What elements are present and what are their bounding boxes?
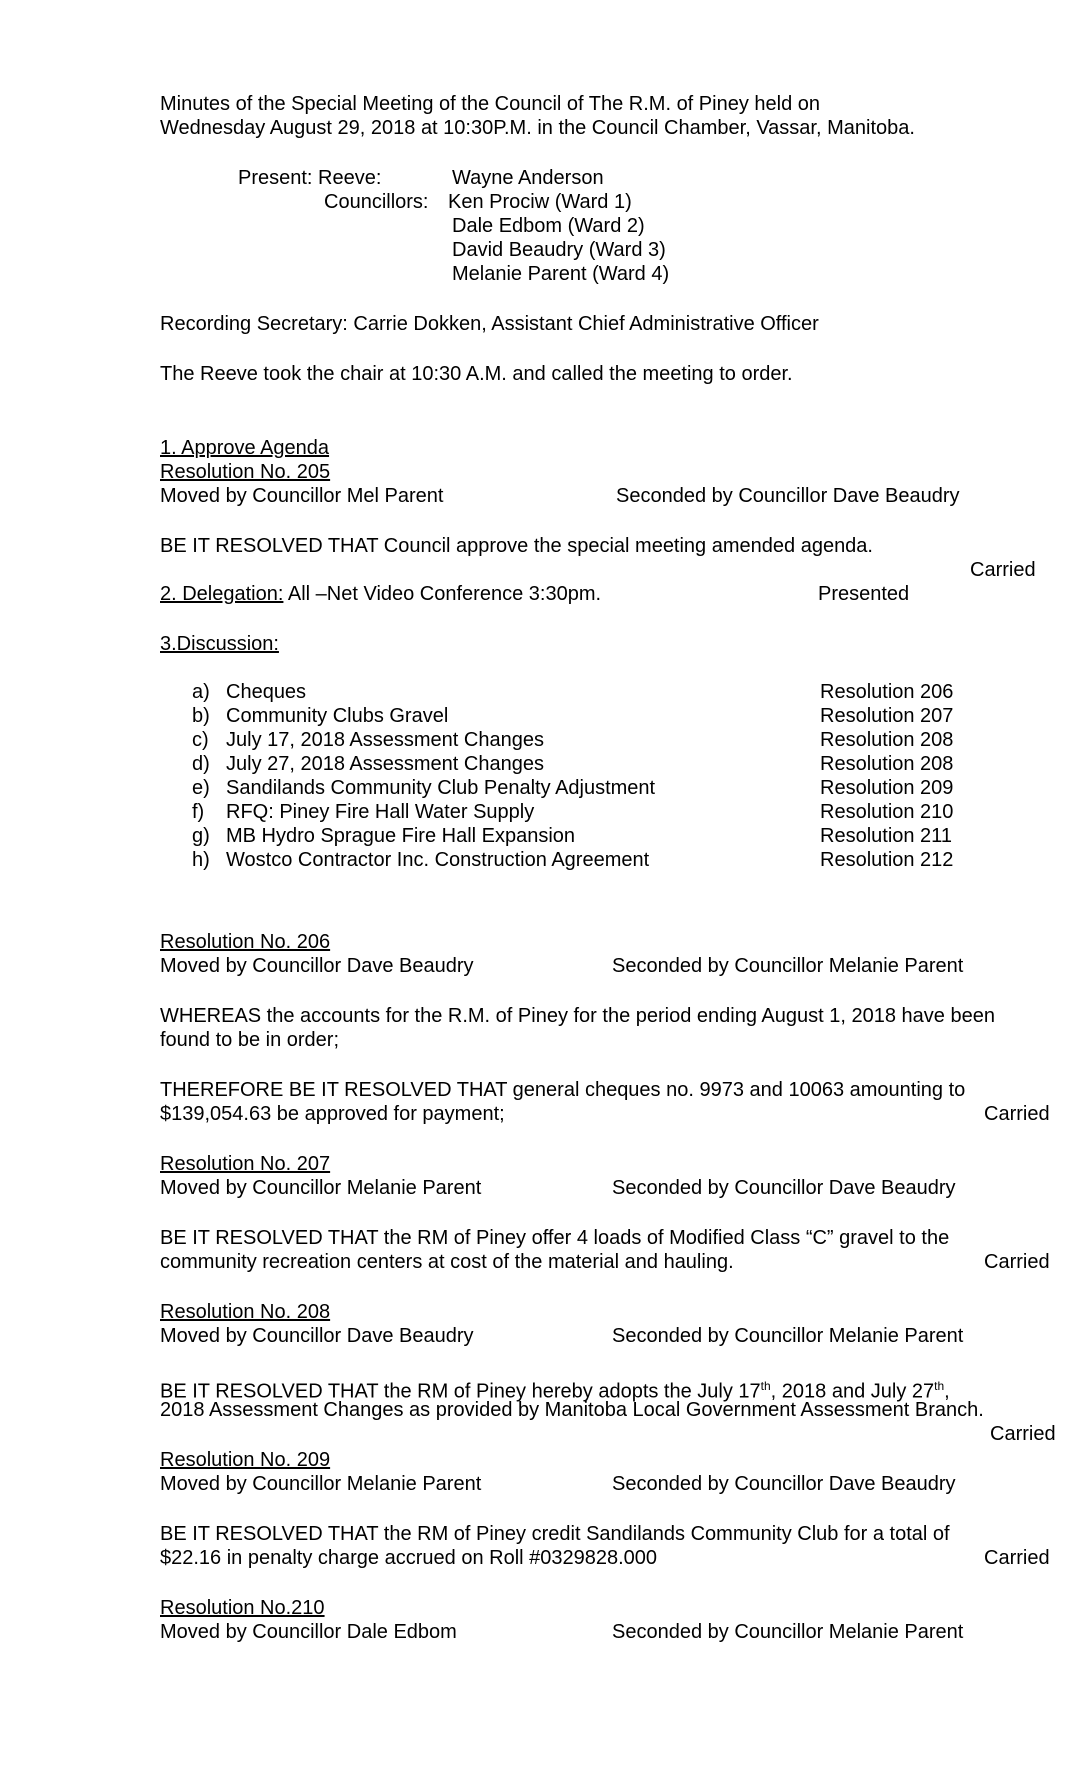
discussion-item-letter: a) [192, 681, 210, 703]
resolution-208-moved: Moved by Councillor Dave Beaudry [160, 1325, 474, 1347]
discussion-item-text: July 17, 2018 Assessment Changes [226, 729, 544, 751]
resolution-209-text-line-2: $22.16 in penalty charge accrued on Roll #0329828.000 [160, 1547, 658, 1569]
resolution-206-seconded: Seconded by Councillor Melanie Parent [612, 955, 964, 977]
councillors-label: Councillors: [324, 191, 429, 213]
resolution-207-text-line-2: community recreation centers at cost of the material and hauling. [160, 1251, 734, 1273]
discussion-item-resolution: Resolution 206 [820, 681, 954, 703]
discussion-item-letter: c) [192, 729, 209, 751]
resolution-208-text-line-2: 2018 Assessment Changes as provided by Manitoba Local Government Assessment Branch. [160, 1399, 984, 1421]
resolution-206-therefore-line-1: THEREFORE BE IT RESOLVED THAT general cheques no. 9973 and 10063 amounting to [160, 1079, 966, 1101]
resolution-207-status: Carried [984, 1251, 1050, 1273]
councillor-ward-3: David Beaudry (Ward 3) [452, 239, 666, 261]
ordinal-suffix: th [760, 1379, 771, 1393]
resolution-207-moved: Moved by Councillor Melanie Parent [160, 1177, 482, 1199]
minutes-title-line-1: Minutes of the Special Meeting of the Council of The R.M. of Piney held on [160, 93, 820, 115]
resolution-206-heading: Resolution No. 206 [160, 931, 331, 953]
discussion-item-text: MB Hydro Sprague Fire Hall Expansion [226, 825, 576, 847]
resolution-206-therefore-line-2: $139,054.63 be approved for payment; [160, 1103, 505, 1125]
resolution-206-moved: Moved by Councillor Dave Beaudry [160, 955, 474, 977]
discussion-item-text: Cheques [226, 681, 307, 703]
resolution-205-text: BE IT RESOLVED THAT Council approve the special meeting amended agenda. [160, 535, 873, 557]
resolution-209-seconded: Seconded by Councillor Dave Beaudry [612, 1473, 956, 1495]
resolution-205-moved: Moved by Councillor Mel Parent [160, 485, 444, 507]
delegation-heading: 2. Delegation: [160, 583, 284, 605]
resolution-207-text-line-1: BE IT RESOLVED THAT the RM of Piney offer 4 loads of Modified Class “C” gravel to the [160, 1227, 950, 1249]
delegation-line [160, 582, 601, 606]
discussion-item-letter: e) [192, 777, 210, 799]
councillor-ward-4: Melanie Parent (Ward 4) [452, 263, 670, 285]
resolution-205-heading: Resolution No. 205 [160, 461, 331, 483]
chair-statement: The Reeve took the chair at 10:30 A.M. and called the meeting to order. [160, 363, 793, 385]
resolution-207-heading: Resolution No. 207 [160, 1153, 331, 1175]
discussion-item-resolution: Resolution 208 [820, 729, 954, 751]
discussion-item-letter: g) [192, 825, 210, 847]
councillor-ward-1: Ken Prociw (Ward 1) [448, 191, 632, 213]
resolution-205-status: Carried [970, 559, 1036, 581]
resolution-208-heading: Resolution No. 208 [160, 1301, 331, 1323]
discussion-item-text: Community Clubs Gravel [226, 705, 449, 727]
councillor-ward-2: Dale Edbom (Ward 2) [452, 215, 645, 237]
minutes-title-line-2: Wednesday August 29, 2018 at 10:30P.M. in the Council Chamber, Vassar, Manitoba. [160, 117, 915, 139]
present-reeve-label: Present: Reeve: [238, 167, 382, 189]
ordinal-suffix: th [934, 1379, 945, 1393]
recording-secretary: Recording Secretary: Carrie Dokken, Assistant Chief Administrative Officer [160, 313, 819, 335]
reeve-name: Wayne Anderson [452, 167, 604, 189]
resolution-209-status: Carried [984, 1547, 1050, 1569]
delegation-status: Presented [818, 583, 910, 605]
delegation-text: All –Net Video Conference 3:30pm. [283, 583, 602, 605]
discussion-item-resolution: Resolution 211 [820, 825, 952, 847]
resolution-206-whereas-line-2: found to be in order; [160, 1029, 340, 1051]
resolution-208-seconded: Seconded by Councillor Melanie Parent [612, 1325, 964, 1347]
resolution-210-seconded: Seconded by Councillor Melanie Parent [612, 1621, 964, 1643]
resolution-209-moved: Moved by Councillor Melanie Parent [160, 1473, 482, 1495]
resolution-210-moved: Moved by Councillor Dale Edbom [160, 1621, 457, 1643]
resolution-208-status: Carried [990, 1423, 1056, 1445]
discussion-item-resolution: Resolution 212 [820, 849, 954, 871]
discussion-item-text: July 27, 2018 Assessment Changes [226, 753, 544, 775]
discussion-item-letter: h) [192, 849, 210, 871]
resolution-208-text-part-c: , [944, 1380, 950, 1403]
discussion-item-resolution: Resolution 209 [820, 777, 954, 799]
discussion-item-resolution: Resolution 210 [820, 801, 954, 823]
discussion-item-letter: f) [192, 801, 205, 823]
discussion-item-letter: b) [192, 705, 210, 727]
discussion-item-text: RFQ: Piney Fire Hall Water Supply [226, 801, 535, 823]
resolution-206-status: Carried [984, 1103, 1050, 1125]
resolution-205-seconded: Seconded by Councillor Dave Beaudry [616, 485, 960, 507]
resolution-207-seconded: Seconded by Councillor Dave Beaudry [612, 1177, 956, 1199]
discussion-item-text: Sandilands Community Club Penalty Adjustment [226, 777, 656, 799]
discussion-item-letter: d) [192, 753, 210, 775]
resolution-209-heading: Resolution No. 209 [160, 1449, 331, 1471]
discussion-item-resolution: Resolution 207 [820, 705, 954, 727]
agenda-heading: 1. Approve Agenda [160, 437, 330, 459]
discussion-heading: 3.Discussion: [160, 633, 279, 655]
discussion-item-resolution: Resolution 208 [820, 753, 954, 775]
resolution-206-whereas-line-1: WHEREAS the accounts for the R.M. of Piney for the period ending August 1, 2018 have been [160, 1005, 995, 1027]
resolution-208-text-part-b: , 2018 and July 27 [770, 1380, 935, 1403]
resolution-208-text-part-a: BE IT RESOLVED THAT the RM of Piney hereby adopts the July 17 [160, 1380, 761, 1403]
resolution-209-text-line-1: BE IT RESOLVED THAT the RM of Piney credit Sandilands Community Club for a total of [160, 1523, 950, 1545]
discussion-item-text: Wostco Contractor Inc. Construction Agreement [226, 849, 650, 871]
resolution-210-heading: Resolution No.210 [160, 1597, 325, 1619]
